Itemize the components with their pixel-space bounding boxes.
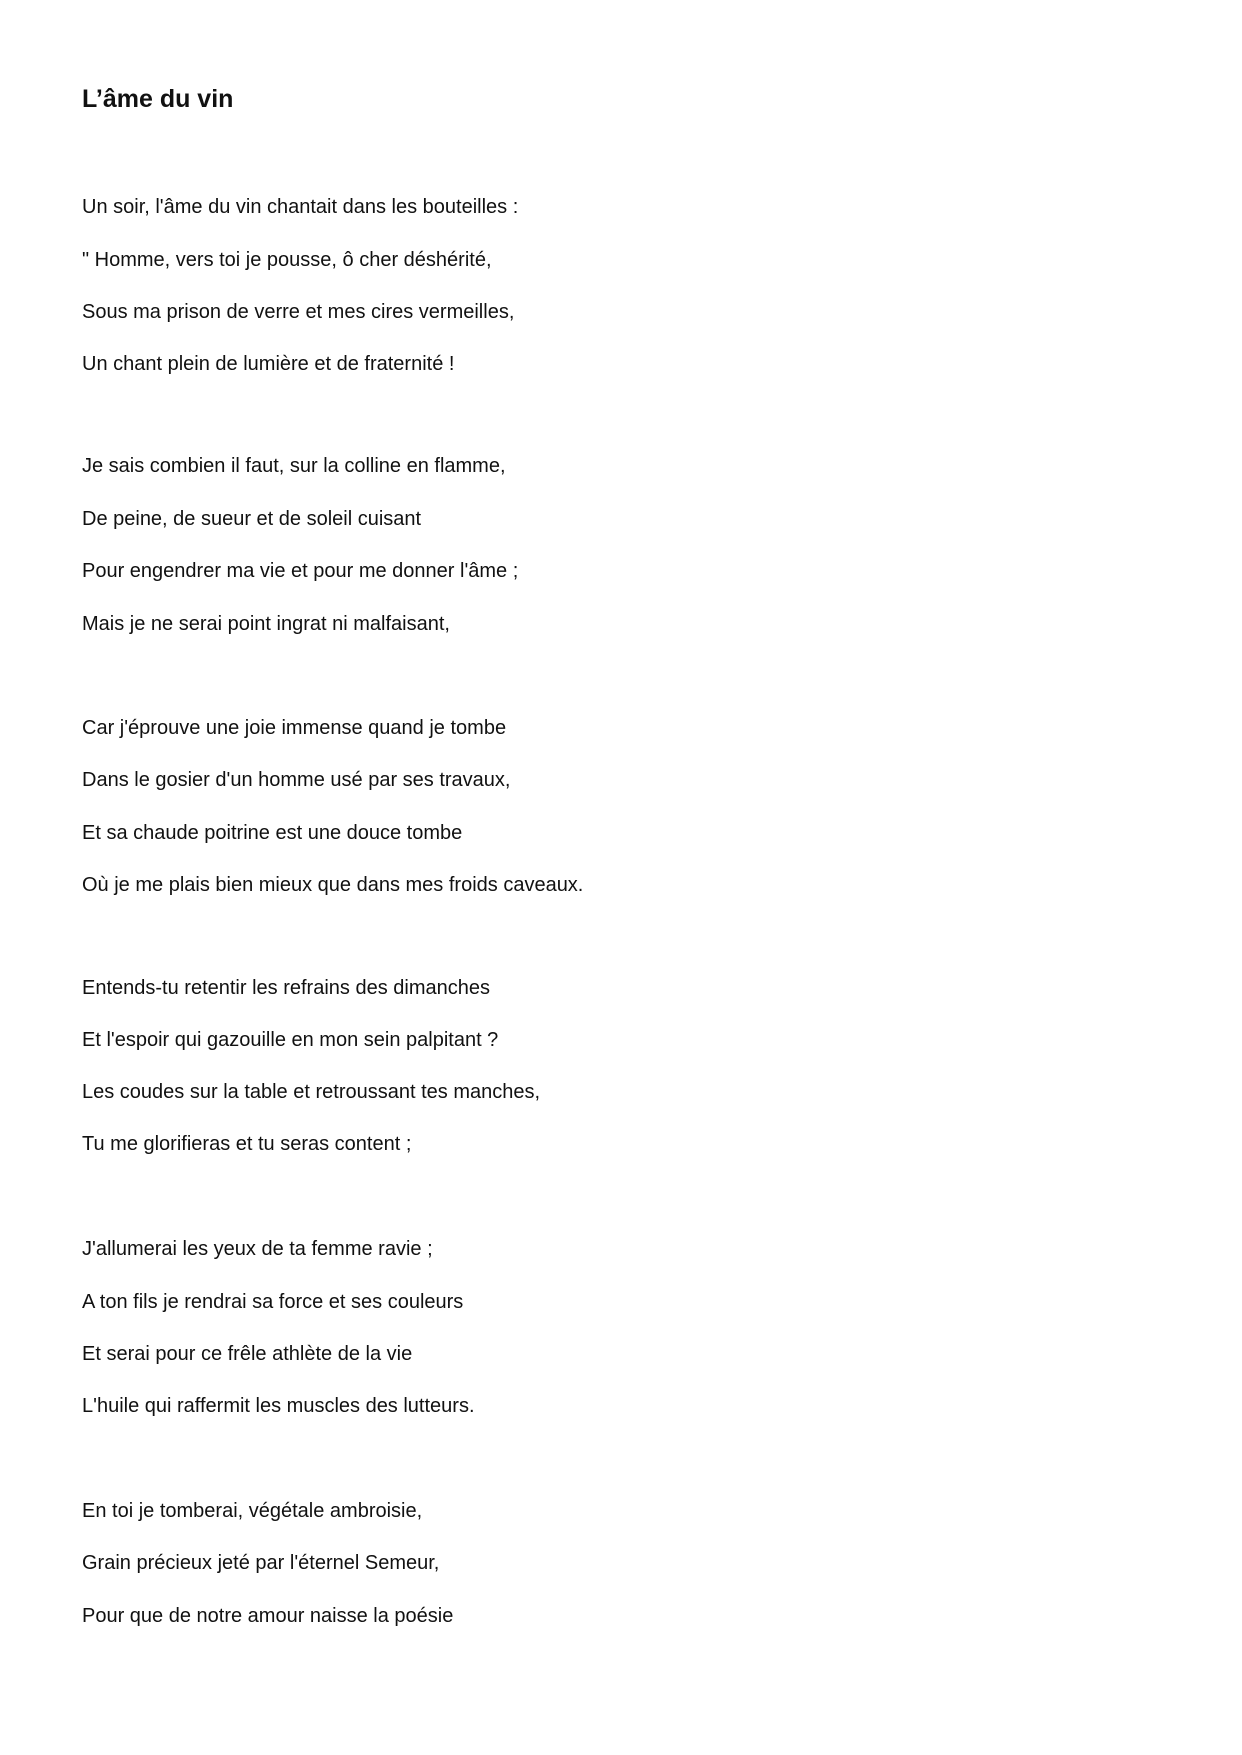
poem-title: L’âme du vin <box>82 85 234 113</box>
poem-line: Et l'espoir qui gazouille en mon sein palpitant ? <box>82 1029 499 1051</box>
poem-line: A ton fils je rendrai sa force et ses couleurs <box>82 1291 464 1313</box>
poem-line: Et sa chaude poitrine est une douce tombe <box>82 822 463 844</box>
poem-line: Je sais combien il faut, sur la colline en flamme, <box>82 455 506 477</box>
poem-line: L'huile qui raffermit les muscles des lutteurs. <box>82 1395 475 1417</box>
poem-line: Mais je ne serai point ingrat ni malfaisant, <box>82 613 450 635</box>
poem-line: Grain précieux jeté par l'éternel Semeur, <box>82 1552 440 1574</box>
poem-line: " Homme, vers toi je pousse, ô cher déshérité, <box>82 249 492 271</box>
poem-line: Un chant plein de lumière et de fraternité ! <box>82 353 455 375</box>
poem-line: Les coudes sur la table et retroussant tes manches, <box>82 1081 541 1103</box>
poem-line: Sous ma prison de verre et mes cires vermeilles, <box>82 301 515 323</box>
poem-line: En toi je tomberai, végétale ambroisie, <box>82 1500 423 1522</box>
poem-line: J'allumerai les yeux de ta femme ravie ; <box>82 1238 433 1260</box>
poem-line: Où je me plais bien mieux que dans mes froids caveaux. <box>82 874 584 896</box>
poem-line: Tu me glorifieras et tu seras content ; <box>82 1133 412 1155</box>
poem-line: Pour engendrer ma vie et pour me donner l'âme ; <box>82 560 519 582</box>
poem-line: Un soir, l'âme du vin chantait dans les bouteilles : <box>82 196 519 218</box>
poem-line: Et serai pour ce frêle athlète de la vie <box>82 1343 413 1365</box>
poem-line: De peine, de sueur et de soleil cuisant <box>82 508 422 530</box>
poem-line: Pour que de notre amour naisse la poésie <box>82 1605 454 1627</box>
poem-line: Car j'éprouve une joie immense quand je tombe <box>82 717 507 739</box>
poem-line: Entends-tu retentir les refrains des dimanches <box>82 977 490 999</box>
poem-line: Dans le gosier d'un homme usé par ses travaux, <box>82 769 511 791</box>
